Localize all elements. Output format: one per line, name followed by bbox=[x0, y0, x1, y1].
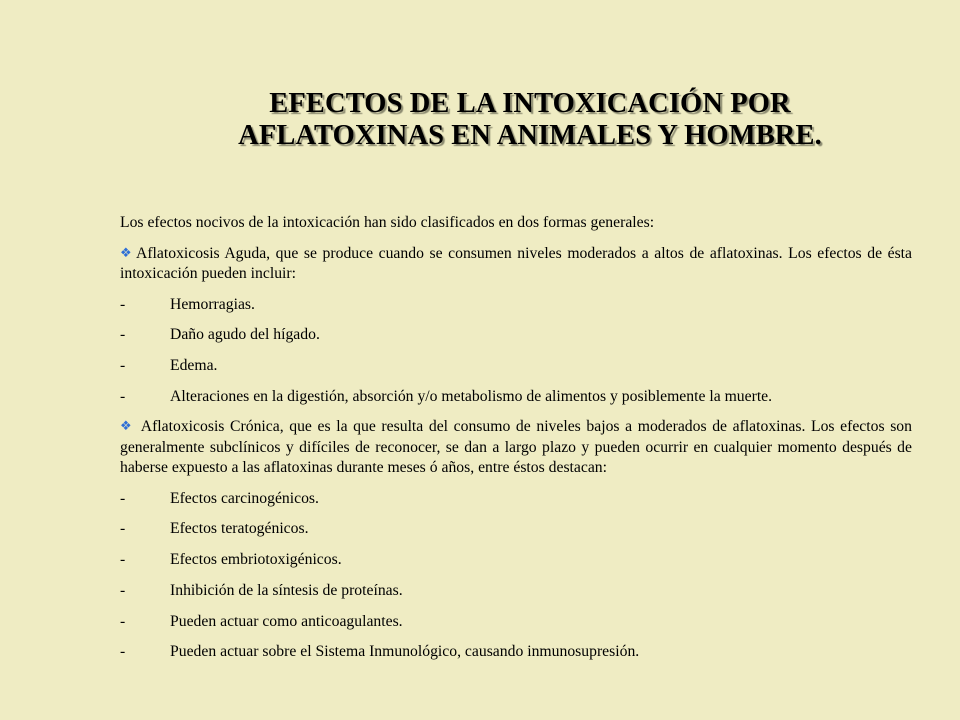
diamond-bullet-icon: ❖ bbox=[120, 245, 132, 261]
chronic-paragraph bbox=[120, 417, 912, 479]
dash-marker: - bbox=[120, 295, 126, 313]
list-item-text: Alteraciones en la digestión, absorción y/o metabolismo de alimentos y posiblemente la muerte. bbox=[170, 387, 773, 405]
list-item bbox=[120, 519, 912, 540]
list-item-text: Edema. bbox=[170, 356, 218, 374]
list-item-text: Inhibición de la síntesis de proteínas. bbox=[170, 581, 403, 599]
diamond-bullet-icon: ❖ bbox=[120, 419, 132, 435]
list-item bbox=[120, 581, 912, 602]
list-item-text: Hemorragias. bbox=[170, 295, 255, 313]
list-item bbox=[120, 325, 912, 346]
list-item-text: Pueden actuar como anticoagulantes. bbox=[170, 612, 403, 630]
acute-effects-list bbox=[120, 295, 912, 408]
list-item bbox=[120, 642, 912, 663]
dash-marker: - bbox=[120, 387, 126, 405]
list-item-text: Efectos carcinogénicos. bbox=[170, 489, 319, 507]
slide-title bbox=[160, 88, 900, 152]
dash-marker: - bbox=[120, 581, 126, 599]
dash-marker: - bbox=[120, 489, 126, 507]
list-item bbox=[120, 612, 912, 633]
dash-marker: - bbox=[120, 612, 126, 630]
list-item-text: Daño agudo del hígado. bbox=[170, 326, 320, 344]
list-item bbox=[120, 489, 912, 510]
list-item bbox=[120, 295, 912, 316]
list-item bbox=[120, 550, 912, 571]
chronic-effects-list bbox=[120, 489, 912, 663]
list-item bbox=[120, 387, 912, 408]
dash-marker: - bbox=[120, 643, 126, 661]
dash-marker: - bbox=[120, 551, 126, 569]
chronic-text: Aflatoxicosis Crónica, que es la que resulta del consumo de niveles bajos a moderados de aflatoxinas. Los efectos son generalmente subclínicos y difíciles de reconocer, se dan a largo plazo y pueden ocurrir en cualquier momento después de haberse expuesto a las aflatoxinas durante meses ó años, entre éstos destacan: bbox=[120, 418, 912, 477]
acute-paragraph bbox=[120, 244, 912, 285]
acute-text: Aflatoxicosis Aguda, que se produce cuando se consumen niveles moderados a altos de aflatoxinas. Los efectos de ésta intoxicación pueden incluir: bbox=[120, 244, 912, 282]
list-item bbox=[120, 356, 912, 377]
list-item-text: Efectos embriotoxigénicos. bbox=[170, 551, 342, 569]
title-line-2: AFLATOXINAS EN ANIMALES Y HOMBRE. bbox=[238, 120, 822, 151]
intro-paragraph: Los efectos nocivos de la intoxicación han sido clasificados en dos formas generales: bbox=[120, 214, 655, 231]
dash-marker: - bbox=[120, 356, 126, 374]
slide-body bbox=[120, 213, 912, 673]
title-line-1: EFECTOS DE LA INTOXICACIÓN POR bbox=[269, 88, 791, 119]
list-item-text: Efectos teratogénicos. bbox=[170, 520, 309, 538]
dash-marker: - bbox=[120, 520, 126, 538]
dash-marker: - bbox=[120, 326, 126, 344]
list-item-text: Pueden actuar sobre el Sistema Inmunológico, causando inmunosupresión. bbox=[170, 643, 640, 661]
